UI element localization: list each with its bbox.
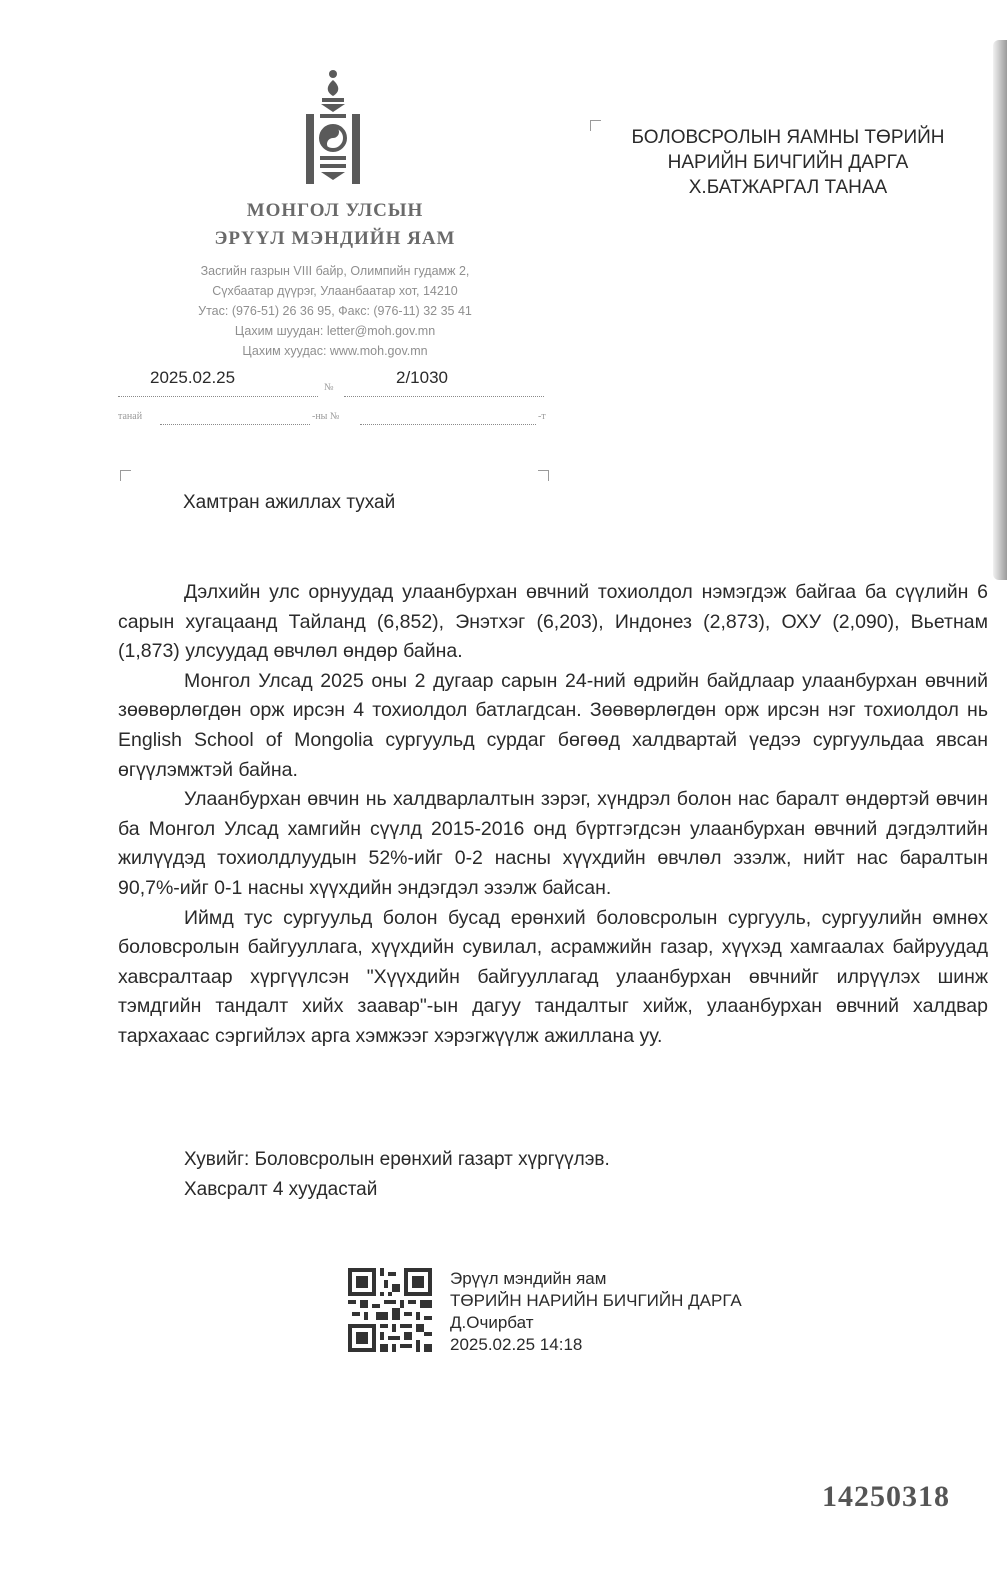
org-name-line1: МОНГОЛ УЛСЫН	[246, 200, 424, 221]
your-ref-suffix: -т	[538, 411, 546, 422]
website-line: Цахим хуудас: www.moh.gov.mn	[242, 344, 428, 358]
letter-date: 2025.02.25	[150, 368, 236, 387]
soyombo-emblem-icon	[300, 68, 366, 186]
body-paragraph-1: Дэлхийн улс орнуудад улаанбурхан өвчний тохиолдол нэмэгдэж байгаа ба сүүлийн 6 сарын хугацаанд Тайланд (6,852), Энэтхэг (6,203), Индонез (2,873), ОХУ (2,090), Вьетнам (1,873) улсуудад өвчлөл өндөр байна.	[118, 581, 988, 663]
recipient-line1: БОЛОВСРОЛЫН ЯАМНЫ ТӨРИЙН	[631, 127, 945, 148]
your-no-underline	[360, 424, 536, 425]
your-ref-underline	[160, 424, 310, 425]
your-ref-label: танай	[118, 411, 143, 422]
letter-number: 2/1030	[396, 368, 448, 387]
letter-body	[118, 578, 988, 1052]
date-underline	[118, 396, 318, 397]
address-line: Сүхбаатар дүүрэг, Улаанбаатар хот, 14210	[212, 284, 458, 298]
signature-org: Эрүүл мэндийн яам	[450, 1269, 607, 1288]
signature-block	[450, 1268, 742, 1356]
recipient-block	[598, 125, 978, 200]
corner-mark	[538, 470, 549, 481]
letter-subject: Хамтран ажиллах тухай	[183, 492, 396, 513]
recipient-line2: НАРИЙН БИЧГИЙН ДАРГА	[667, 152, 909, 173]
recipient-line3: Х.БАТЖАРГАЛ ТАНАА	[688, 177, 888, 198]
copy-notes	[184, 1145, 610, 1205]
email-line: Цахим шуудан: letter@moh.gov.mn	[234, 324, 436, 338]
signature-name: Д.Очирбат	[450, 1313, 534, 1332]
attachment-note: Хавсралт 4 хуудастай	[184, 1179, 378, 1200]
signature-title: ТӨРИЙН НАРИЙН БИЧГИЙН ДАРГА	[450, 1291, 742, 1310]
serial-number: 14250318	[822, 1480, 950, 1513]
body-paragraph-4: Иймд тус сургуульд болон бусад ерөнхий боловсролын сургууль, сургуулийн өмнөх боловсролын байгууллага, хүүхдийн сувилал, асрамжийн газар, хүүхэд хамгаалах байруудад хавсралтаар хүргүүлсэн "Хүүхдийн байгууллагад улаанбурхан өвчнийг илрүүлэх шинж тэмдгийн тандалт хийх заавар"-ын дагуу тандалтыг хийж, улаанбурхан өвчний халдвар тархахаас сэргийлэх арга хэмжээг хэрэгжүүлж ажиллана уу.	[118, 906, 988, 1047]
address-line: Засгийн газрын VIII байр, Олимпийн гудамж 2,	[200, 264, 470, 278]
scroll-edge	[993, 40, 1007, 580]
body-paragraph-3: Улаанбурхан өвчин нь халдварлалтын зэрэг, хүндрэл болон нас баралт өндөртэй өвчин ба Монгол Улсад хамгийн сүүлд 2015-2016 онд бүртгэгдсэн улаанбурхан өвчний дэгдэлтийн жилүүдэд тохиолдлуудын 52%-ийг 0-2 насны хүүхдийн өвчлөл эзэлж, нийт нас баралтын 90,7%-ийг 0-1 насны хүүхдийн эндэгдэл эзэлж байсан.	[118, 788, 988, 899]
your-no-label: -ны №	[312, 411, 340, 422]
corner-mark	[120, 470, 131, 481]
org-name-line2: ЭРҮҮЛ МЭНДИЙН ЯАМ	[214, 228, 456, 249]
number-sign: №	[324, 382, 334, 393]
signature-datetime: 2025.02.25 14:18	[450, 1335, 583, 1354]
number-underline	[344, 396, 544, 397]
phone-fax-line: Утас: (976-51) 26 36 95, Факс: (976-11) 32 35 41	[198, 304, 472, 318]
body-paragraph-2: Монгол Улсад 2025 оны 2 дугаар сарын 24-ний өдрийн байдлаар улаанбурхан өвчний зөөвөрлөгдөн орж ирсэн 4 тохиолдол батлагдсан. Зөөвөрлөгдөн орж ирсэн нэг тохиолдол нь English School of Mongolia сургуульд сурдаг бөгөөд халдвартай үедээ сургуульдаа явсан өгүүлэмжтэй байна.	[118, 669, 988, 781]
copy-recipient-note: Хувийг: Боловсролын ерөнхий газарт хүргүүлэв.	[184, 1149, 610, 1170]
qr-code-icon	[348, 1268, 432, 1352]
